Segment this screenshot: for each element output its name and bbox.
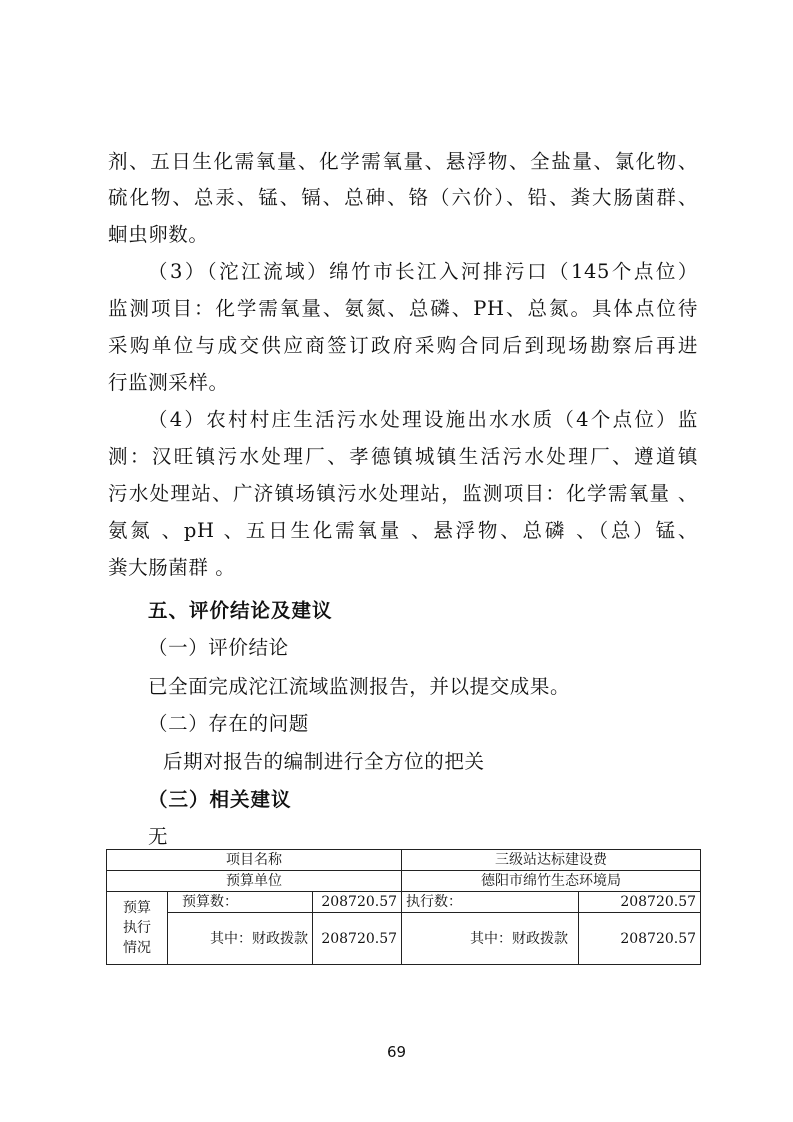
sub-heading-suggestions: （三）相关建议	[148, 788, 292, 811]
body-line-10: 污水处理站、广济镇场镇污水处理站，监测项目：化学需氧量 、	[108, 482, 698, 505]
execution-label-line-1: 预算	[123, 900, 151, 916]
body-line-6: 采购单位与成交供应商签订政府采购合同后到现场勘察后再进	[108, 334, 698, 357]
body-line-4: （3）（沱江流域）绵竹市长江入河排污口（145个点位）	[148, 260, 698, 283]
body-line-9: 测：汉旺镇污水处理厂、孝德镇城镇生活污水处理厂、遵道镇	[108, 445, 698, 468]
body-line-2: 硫化物、总汞、锰、镉、总砷、铬（六价）、铅、粪大肠菌群、	[108, 186, 698, 209]
section-heading: 五、评价结论及建议	[148, 599, 333, 622]
body-line-11: 氨氮 、pH 、五日生化需氧量 、悬浮物、总磷 、（总）锰、	[108, 519, 698, 542]
project-name-label: 项目名称	[107, 850, 402, 871]
suggestions-text: 无	[148, 825, 169, 848]
finance-allocation-exec-value: 208720.57	[579, 913, 701, 965]
table-row	[107, 913, 701, 965]
budget-unit-value: 德阳市绵竹生态环境局	[402, 871, 701, 892]
problems-text: 后期对报告的编制进行全方位的把关	[163, 750, 485, 773]
sub-heading-conclusion: （一）评价结论	[148, 636, 289, 659]
conclusion-text: 已全面完成沱江流域监测报告，并以提交成果。	[148, 675, 571, 698]
budget-count-label: 预算数：	[168, 892, 313, 913]
execution-label-line-3: 情况	[123, 940, 151, 956]
body-line-12: 粪大肠菌群 。	[108, 556, 236, 579]
execution-status-label	[107, 892, 168, 965]
execution-count-label: 执行数：	[402, 892, 579, 913]
body-line-1: 剂、五日生化需氧量、化学需氧量、悬浮物、全盐量、氯化物、	[108, 150, 698, 173]
body-line-5: 监测项目：化学需氧量、氨氮、总磷、PH、总氮。具体点位待	[108, 297, 698, 320]
finance-allocation-value: 208720.57	[313, 913, 402, 965]
execution-count-value: 208720.57	[579, 892, 701, 913]
body-line-3: 蛔虫卵数。	[108, 223, 209, 246]
body-line-8: （4）农村村庄生活污水处理设施出水水质（4个点位）监	[148, 408, 698, 431]
finance-allocation-label: 其中：财政拨款	[168, 913, 313, 965]
table-row	[107, 892, 701, 913]
table-row	[107, 871, 701, 892]
finance-allocation-exec-label: 其中：财政拨款	[402, 913, 579, 965]
budget-table	[106, 849, 701, 965]
budget-unit-label: 预算单位	[107, 871, 402, 892]
sub-heading-problems: （二）存在的问题	[148, 712, 309, 735]
table-row	[107, 850, 701, 871]
execution-label-line-2: 执行	[123, 920, 151, 936]
body-line-7: 行监测采样。	[108, 371, 229, 394]
budget-count-value: 208720.57	[313, 892, 402, 913]
page-number: 69	[386, 1043, 407, 1061]
project-name-value: 三级站达标建设费	[402, 850, 701, 871]
